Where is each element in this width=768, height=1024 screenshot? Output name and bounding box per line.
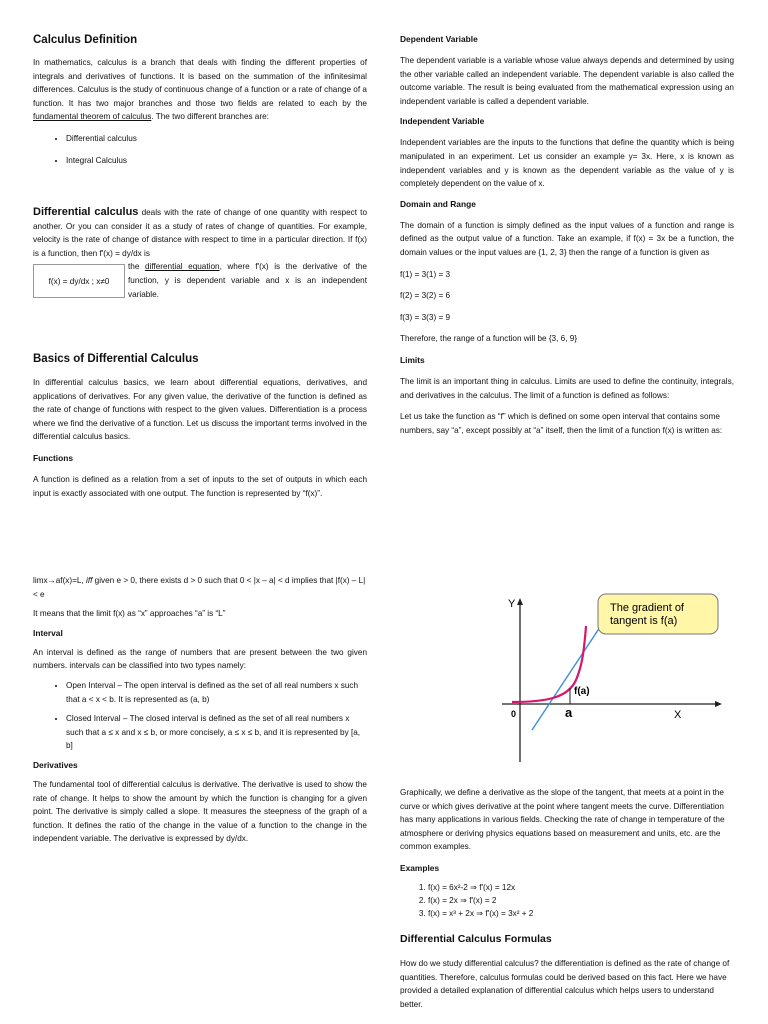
basics-paragraph: In differential calculus basics, we learn about differential equations, derivatives, and applications of derivatives. For any given value, the derivative of the function is defined as the rate of change of functions with respect to the given values. Differentiation is a process where we find the derivative of a function. Let us discuss the important terms involved in the differential calculus basics. bbox=[33, 378, 367, 442]
differential-calculus-term: Differential calculus bbox=[33, 206, 139, 218]
callout-text-line-2: tangent is f(a) bbox=[610, 615, 678, 627]
y-axis-arrow bbox=[517, 598, 523, 605]
fundamental-theorem-link[interactable]: fundamental theorem of calculus bbox=[33, 112, 152, 122]
formulas-title: Differential Calculus Formulas bbox=[400, 932, 552, 945]
domain-range-title: Domain and Range bbox=[400, 198, 476, 209]
fa-label: f(a) bbox=[574, 686, 590, 697]
graph-explanation-section bbox=[400, 786, 734, 1011]
range-paragraph: Therefore, the range of a function will be {3, 6, 9} bbox=[400, 334, 578, 344]
dependent-variable-title: Dependent Variable bbox=[400, 34, 478, 44]
formulas-paragraph: How do we study differential calculus? the differentiation is defined as the rate of change of quantities. Therefore, calculus formulas could be derived based on this fact. Here we have provided a detailed explanation of differential calculus which helps users to understand better. bbox=[400, 958, 730, 1009]
limits-paragraph-2: Let us take the function as “f” which is defined on some open interval that contains some numbers, say “a”, except possibly at “a” itself, then the limit of a function f(x) is written as: bbox=[400, 412, 723, 435]
graph-paragraph: Graphically, we define a derivative as the slope of the tangent, that meets at a point in the curve or which gives derivative at the point where tangent meets the curve. Differentiation has many applications in various fields. Checking the rate of change in temperature of the atmosphere or deriving physics equations based on measurement and units, etc. are the common examples. bbox=[400, 788, 725, 852]
paragraph-text: deals with the rate of change of one quantity with respect to another. Or you can consider it as a study of rates of change of quantities. For example, velocity is the rate of change of distance with respect to time in a particular direction. If f(x) is a function, then f'(x) = dy/dx is bbox=[33, 208, 367, 258]
independent-variable-paragraph: Independent variables are the inputs to the functions that define the quantity which is being manipulated in an experiment. Let us consider an example y= 3x. Here, x is known as independent variables and y is known as the dependent variable as the value of y is completely dependent on the value of x. bbox=[400, 138, 734, 189]
limits-title: Limits bbox=[400, 354, 425, 365]
x-axis-arrow bbox=[715, 701, 722, 707]
paragraph-text: given e > 0, there exists d > 0 such that 0 < |x – a| < d implies that |f(x) – L| < e bbox=[33, 576, 366, 599]
calculus-definition-title: Calculus Definition bbox=[33, 34, 138, 46]
limits-paragraph: The limit is an important thing in calculus. Limits are used to define the continuity, integrals, and derivatives in the calculus. The limit of a function is defined as follows: bbox=[400, 376, 734, 400]
examples-title: Examples bbox=[400, 862, 440, 873]
branches-list bbox=[33, 132, 367, 167]
callout-text-line-1: The gradient of bbox=[610, 602, 684, 614]
paragraph-text: limx→af(x)=L, bbox=[33, 576, 86, 585]
differential-equation-paragraph bbox=[128, 260, 367, 301]
paragraph-text: In mathematics, calculus is a branch that deals with finding the different properties of integrals and derivatives of functions. It is based on the summation of the infinitesimal differences. Calculus is the study of continuous change of a function or a rate of change of a function. It has two major branches and those two fields are related to each by the bbox=[33, 58, 367, 108]
interval-paragraph: An interval is defined as the range of numbers that are present between the two given numbers. intervals can be classified into two types namely: bbox=[33, 647, 367, 671]
f-value-3: f(3) = 3(3) = 9 bbox=[400, 312, 451, 322]
tangent-graph-svg bbox=[496, 590, 724, 768]
independent-variable-title: Independent Variable bbox=[400, 116, 485, 127]
tangent-gradient-diagram bbox=[496, 590, 724, 768]
basics-section bbox=[33, 352, 367, 500]
interval-title: Interval bbox=[33, 627, 63, 638]
derivatives-paragraph: The fundamental tool of differential calculus is derivative. The derivative is used to show the rate of change. It helps to show the amount by which the function is changing for a given point. The derivative is simply called a slope. It measures the steepness of the graph of a function. It defines the ratio of the change in the value of a function to the change in the independent variable. The derivative is expressed by dy/dx. bbox=[33, 779, 367, 844]
functions-title: Functions bbox=[33, 452, 74, 463]
list-item: 1. f(x) = 6x²-2 ⇒ f'(x) = 12x bbox=[428, 881, 734, 894]
differential-equation-link[interactable]: differential equation bbox=[144, 262, 220, 272]
f-value-2: f(2) = 3(2) = 6 bbox=[400, 291, 451, 301]
basics-title: Basics of Differential Calculus bbox=[33, 353, 199, 365]
paragraph-text: the bbox=[128, 262, 145, 272]
dependent-variable-paragraph: The dependent variable is a variable whose value always depends and determined by using the other variable called an independent variable. The dependent variable is also called the outcome variable. The result is being evaluated from the mathematical expression using an independent variable is called a dependent variable. bbox=[400, 56, 734, 106]
paragraph-text: . The two different branches are: bbox=[151, 112, 269, 122]
list-item: • Integral Calculus bbox=[66, 154, 367, 168]
variables-section bbox=[400, 33, 734, 437]
functions-paragraph: A function is defined as a relation from a set of inputs to the set of outputs in which each input is exactly associated with one output. The function is represented by “f(x)”. bbox=[33, 474, 367, 498]
derivative-formula-box: f(x) = dy/dx ; x≠0 bbox=[33, 264, 125, 298]
list-item: • Closed Interval – The closed interval is defined as the set of all real numbers x such that a ≤ x and x ≤ b, or more concisely, a ≤ x ≤ b, and it is represented by [a, b] bbox=[66, 712, 367, 753]
f-value-1: f(1) = 3(1) = 3 bbox=[400, 269, 451, 279]
limit-definition bbox=[33, 574, 367, 601]
limit-meaning: It means that the limit f(x) as “x” approaches “a” is “L” bbox=[33, 609, 226, 619]
calculus-definition-section bbox=[33, 33, 367, 167]
limit-interval-derivative-section bbox=[33, 574, 367, 846]
examples-list bbox=[400, 881, 734, 920]
paragraph-text: , where f'(x) is the derivative of the function, y is dependent variable and x is an independent variable. bbox=[128, 262, 367, 299]
iff-term: iff bbox=[86, 576, 93, 585]
derivatives-title: Derivatives bbox=[33, 759, 78, 770]
list-item: • Differential calculus bbox=[66, 132, 367, 146]
list-item: • Open Interval – The open interval is defined as the set of all real numbers x such that a < x < b. It is represented as (a, b) bbox=[66, 679, 367, 706]
origin-label: 0 bbox=[511, 709, 517, 719]
list-item: 2. f(x) = 2x ⇒ f'(x) = 2 bbox=[428, 894, 734, 907]
interval-types-list bbox=[33, 679, 367, 753]
calculus-definition-paragraph bbox=[33, 56, 367, 124]
a-label: a bbox=[565, 705, 573, 720]
differential-calculus-paragraph bbox=[33, 206, 367, 260]
domain-range-paragraph: The domain of a function is simply defined as the input values of a function and range is defined as the output value of a function. Take an example, if f(x) = 3x be a function, the domain values or the input values are {1, 2, 3} then the range of a function is given as bbox=[400, 220, 734, 257]
callout-box bbox=[598, 594, 718, 634]
x-axis-label: X bbox=[674, 709, 682, 721]
y-axis-label: Y bbox=[508, 598, 516, 610]
list-item: 3. f(x) = x³ + 2x ⇒ f'(x) = 3x² + 2 bbox=[428, 907, 734, 920]
